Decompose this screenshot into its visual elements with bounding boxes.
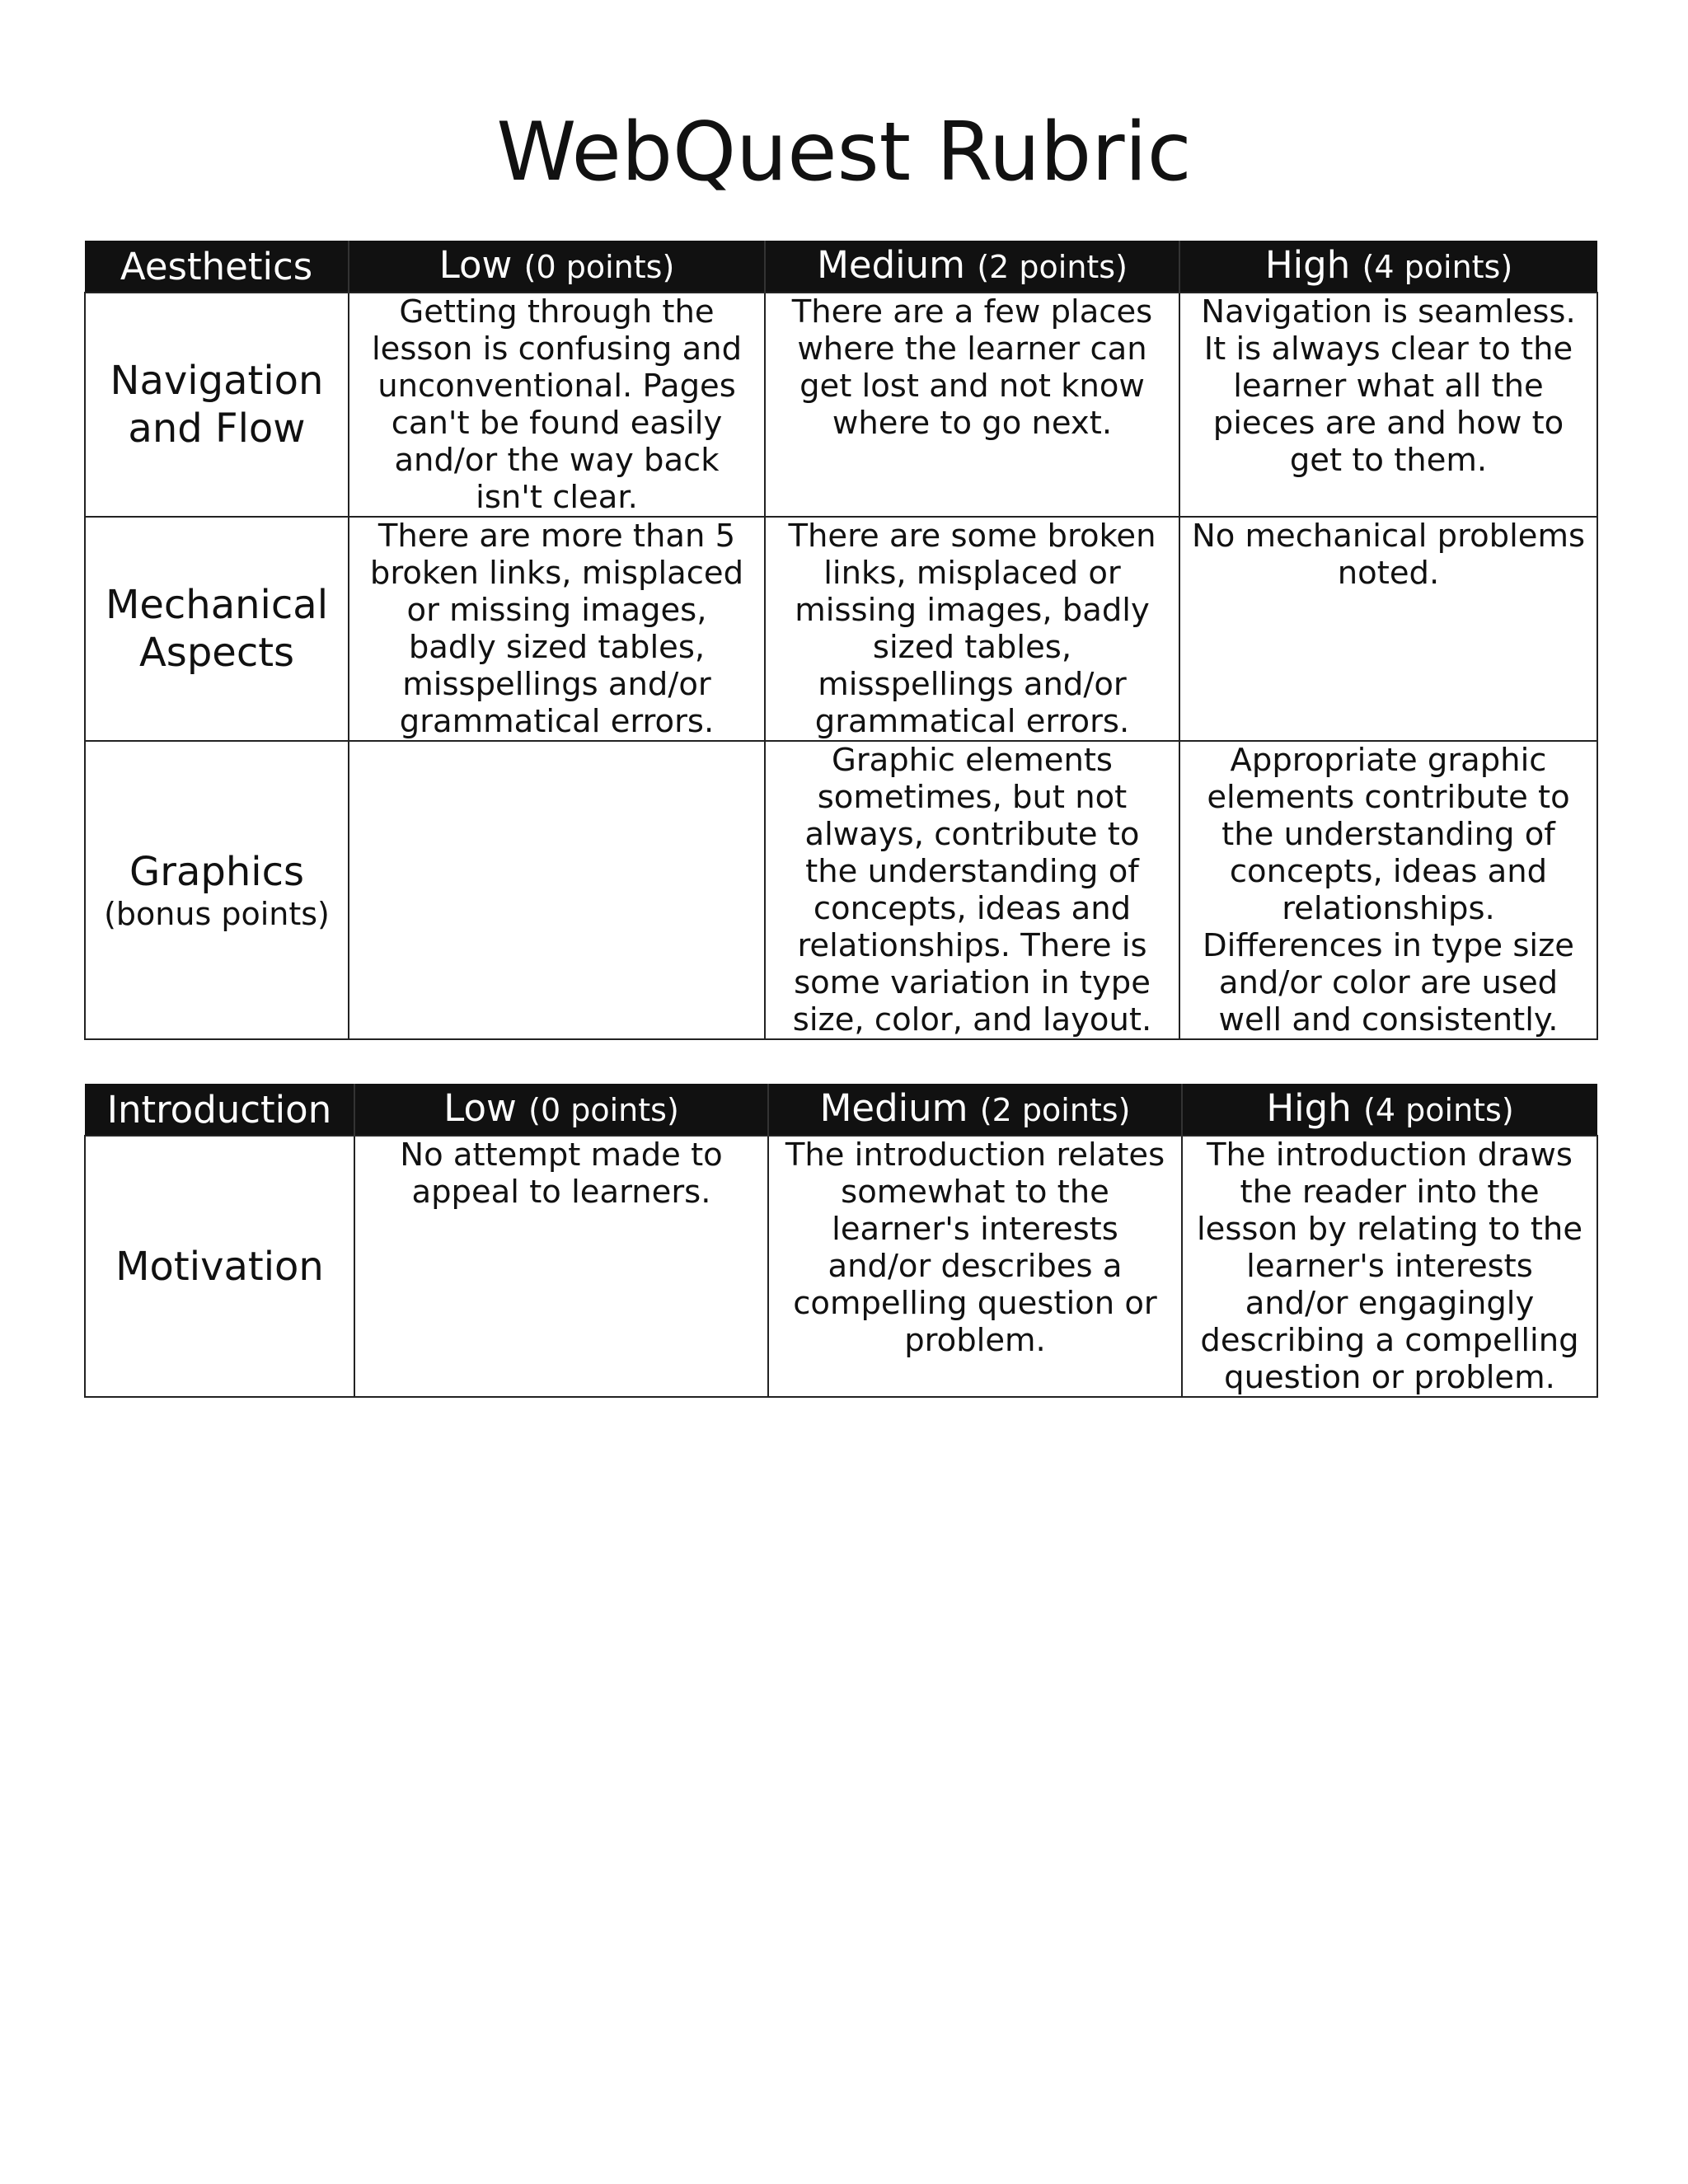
medium-cell: There are some broken links, misplaced or missing images, badly sized tables, misspellings and/or grammatical errors. — [765, 517, 1179, 741]
level-header-low — [354, 1084, 768, 1136]
level-header-high — [1182, 1084, 1597, 1136]
level-label: Medium — [817, 243, 965, 287]
header-row — [85, 1084, 1597, 1136]
page-title: WebQuest Rubric — [496, 105, 1192, 199]
criterion-cell — [85, 1136, 354, 1397]
criterion-label: Mechanical Aspects — [105, 582, 329, 676]
table-row — [85, 517, 1597, 741]
level-label: Low — [443, 1086, 517, 1130]
low-cell: No attempt made to appeal to learners. — [354, 1136, 768, 1397]
criterion-label: Motivation — [115, 1243, 324, 1290]
criterion-label: Graphics — [129, 849, 304, 895]
level-header-medium — [765, 241, 1179, 293]
high-cell: No mechanical problems noted. — [1179, 517, 1597, 741]
low-cell: Getting through the lesson is confusing and unconventional. Pages can't be found easily and/or the way back isn't clear. — [349, 293, 765, 517]
criterion-cell — [85, 741, 349, 1039]
high-cell: Navigation is seamless. It is always clear to the learner what all the pieces are and how to get to them. — [1179, 293, 1597, 517]
high-cell: Appropriate graphic elements contribute to the understanding of concepts, ideas and relationships. Differences in type size and/or color are used well and consistently. — [1179, 741, 1597, 1039]
low-cell: There are more than 5 broken links, misplaced or missing images, badly sized tables, misspellings and/or grammatical errors. — [349, 517, 765, 741]
header-row — [85, 241, 1597, 293]
level-header-low — [349, 241, 765, 293]
level-header-medium — [768, 1084, 1182, 1136]
criterion-cell — [85, 517, 349, 741]
table-row — [85, 741, 1597, 1039]
level-points: (0 points) — [523, 249, 675, 285]
criterion-sublabel: (bonus points) — [104, 896, 330, 932]
medium-cell: Graphic elements sometimes, but not always, contribute to the understanding of concepts, ideas and relationships. There is some variation in type size, color, and layout. — [765, 741, 1179, 1039]
criterion-cell — [85, 293, 349, 517]
introduction-rubric-table — [84, 1084, 1598, 1398]
medium-cell: There are a few places where the learner can get lost and not know where to go next. — [765, 293, 1179, 517]
level-header-high — [1179, 241, 1597, 293]
level-label: Low — [438, 243, 513, 287]
level-points: (2 points) — [977, 249, 1128, 285]
level-points: (4 points) — [1363, 1092, 1514, 1128]
table-row — [85, 293, 1597, 517]
high-cell: The introduction draws the reader into the lesson by relating to the learner's interests and/or engagingly describing a compelling question or problem. — [1182, 1136, 1597, 1397]
section-header: Aesthetics — [85, 241, 349, 293]
level-points: (2 points) — [979, 1092, 1131, 1128]
level-label: High — [1266, 1086, 1352, 1130]
level-label: High — [1264, 243, 1351, 287]
medium-cell: The introduction relates somewhat to the learner's interests and/or describes a compelling question or problem. — [768, 1136, 1182, 1397]
low-cell — [349, 741, 765, 1039]
table-row — [85, 1136, 1597, 1397]
level-label: Medium — [819, 1086, 968, 1130]
section-header: Introduction — [85, 1084, 354, 1136]
level-points: (0 points) — [528, 1092, 679, 1128]
criterion-label: Navigation and Flow — [110, 358, 324, 452]
aesthetics-rubric-table — [84, 241, 1598, 1040]
level-points: (4 points) — [1362, 249, 1513, 285]
